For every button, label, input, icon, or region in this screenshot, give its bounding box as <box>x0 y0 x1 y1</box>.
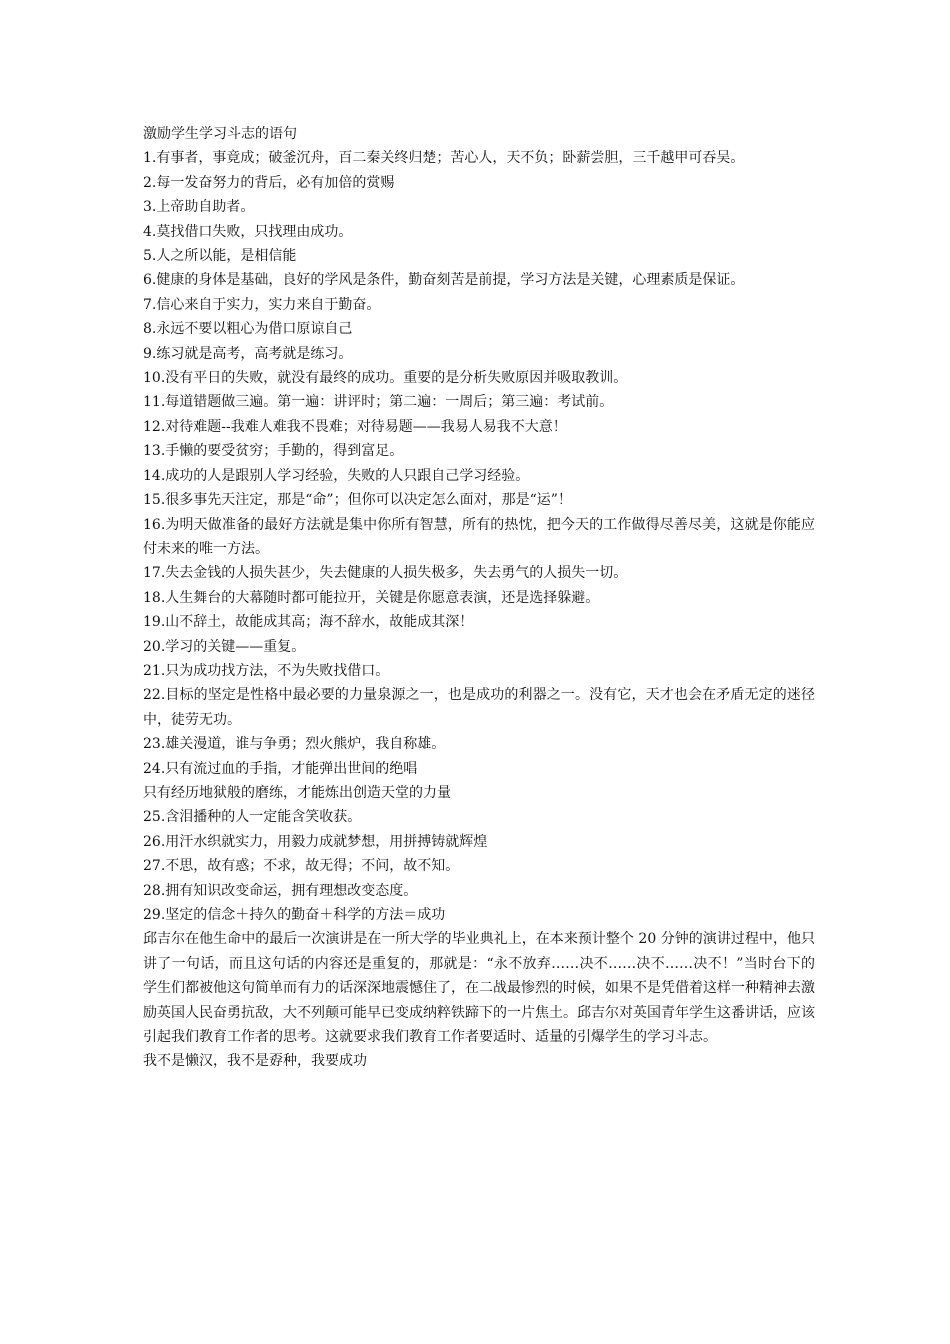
paragraph-1: 1.有事者，事竟成；破釜沉舟，百二秦关终归楚；苦心人，天不负；卧薪尝胆，三千越甲可吞吴。 <box>143 150 745 167</box>
paragraph-3: 3.上帝助自助者。 <box>143 199 255 216</box>
paragraph-18: 18.人生舞台的大幕随时都可能拉开，关键是你愿意表演，还是选择躲避。 <box>143 589 600 606</box>
paragraph-7: 7.信心来自于实力，实力来自于勤奋。 <box>143 296 381 313</box>
paragraph-8: 8.永远不要以粗心为借口原谅自己 <box>143 321 353 338</box>
paragraph-15: 15.很多事先天注定，那是“命”；但你可以决定怎么面对，那是“运”！ <box>143 492 572 509</box>
paragraph-26: 26.用汗水织就实力，用毅力成就梦想，用拼搏铸就辉煌 <box>143 833 488 850</box>
paragraph-9: 9.练习就是高考，高考就是练习。 <box>143 345 353 362</box>
paragraph-12: 12.对待难题--我难人难我不畏难；对待易题——我易人易我不大意！ <box>143 418 567 435</box>
paragraph-10: 10.没有平日的失败，就没有最终的成功。重要的是分析失败原因并吸取教训。 <box>143 370 628 387</box>
document-title: 激励学生学习斗志的语句 <box>143 126 297 142</box>
paragraph-27: 27.不思，故有惑；不求，故无得；不问，故不知。 <box>143 858 460 875</box>
paragraph-24-continued: 只有经历地狱般的磨练，才能炼出创造天堂的力量 <box>143 784 451 801</box>
paragraph-19: 19.山不辞土，故能成其高；海不辞水，故能成其深！ <box>143 614 474 631</box>
paragraph-25: 25.含泪播种的人一定能含笑收获。 <box>143 809 362 826</box>
paragraph-29: 29.坚定的信念＋持久的勤奋＋科学的方法＝成功 <box>143 907 446 923</box>
paragraph-2: 2.每一发奋努力的背后，必有加倍的赏赐 <box>143 174 395 191</box>
paragraph-13: 13.手懒的要受贫穷；手勤的，得到富足。 <box>143 443 404 460</box>
paragraph-16: 16.为明天做准备的最好方法就是集中你所有智慧，所有的热忱，把今天的工作做得尽善尽美，这就是你能应付未来的唯一方法。 <box>143 516 815 557</box>
paragraph-17: 17.失去金钱的人损失甚少，失去健康的人损失极多，失去勇气的人损失一切。 <box>143 565 628 582</box>
paragraph-24: 24.只有流过血的手指，才能弹出世间的绝唱 <box>143 760 418 777</box>
paragraph-4: 4.莫找借口失败，只找理由成功。 <box>143 223 353 240</box>
paragraph-6: 6.健康的身体是基础，良好的学风是条件，勤奋刻苦是前提，学习方法是关键，心理素质是保证。 <box>143 272 745 289</box>
paragraph-21: 21.只为成功找方法，不为失败找借口。 <box>143 662 390 679</box>
paragraph-11: 11.每道错题做三遍。第一遍：讲评时；第二遍：一周后；第三遍：考试前。 <box>143 394 614 411</box>
paragraph-20: 20.学习的关键——重复。 <box>143 638 306 655</box>
paragraph-28: 28.拥有知识改变命运，拥有理想改变态度。 <box>143 882 418 899</box>
closing-line: 我不是懒汉，我不是孬种，我要成功 <box>143 1053 367 1070</box>
paragraph-5: 5.人之所以能，是相信能 <box>143 248 297 265</box>
churchill-story-paragraph: 邱吉尔在他生命中的最后一次演讲是在一所大学的毕业典礼上，在本来预计整个 20 分钟的演讲过程中，他只讲了一句话，而且这句话的内容还是重复的，那就是：“永不放弃……决不……决不……决不！”当时台下的学生们都被他这句简单而有力的话深深地震憾住了，在二战最惨烈的时候，如果不是凭借着这样一种精神去激励英国人民奋勇抗敌，大不列颠可能早已变成纳粹铁蹄下的一片焦土。邱吉尔对英国青年学生这番讲话，应该引起我们教育工作者的思考。这就要求我们教育工作者要适时、适量的引爆学生的学习斗志。 <box>143 931 815 1046</box>
paragraph-14: 14.成功的人是跟别人学习经验，失败的人只跟自己学习经验。 <box>143 467 530 484</box>
document-page <box>143 122 815 1074</box>
paragraph-23: 23.雄关漫道，谁与争勇；烈火熊炉，我自称雄。 <box>143 736 446 753</box>
paragraph-22: 22.目标的坚定是性格中最必要的力量泉源之一，也是成功的利器之一。没有它，天才也会在矛盾无定的迷径中，徒劳无功。 <box>143 687 815 728</box>
